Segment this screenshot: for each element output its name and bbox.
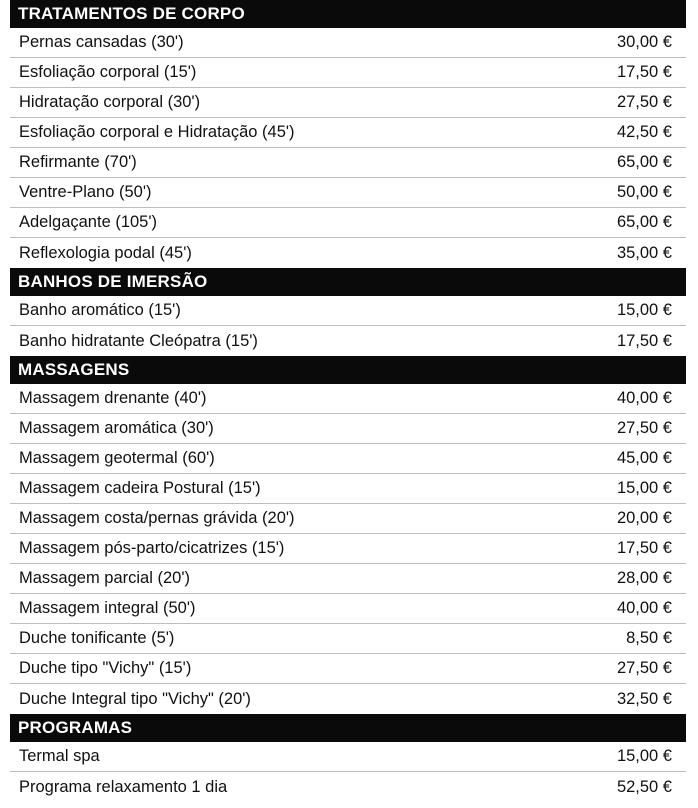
section-header: BANHOS DE IMERSÃO: [10, 268, 686, 296]
treatment-name: Massagem drenante (40'): [19, 389, 207, 407]
treatment-name: Duche tonificante (5'): [19, 629, 175, 647]
treatment-price: 8,50 €: [626, 629, 672, 647]
treatment-name: Massagem aromática (30'): [19, 419, 214, 437]
treatment-name: Termal spa: [19, 747, 100, 765]
treatment-name: Esfoliação corporal e Hidratação (45'): [19, 123, 295, 141]
treatment-name: Massagem pós-parto/cicatrizes (15'): [19, 539, 285, 557]
treatment-price: 15,00 €: [616, 747, 672, 765]
price-row: [10, 534, 686, 564]
price-row: [10, 326, 686, 356]
treatment-name: Duche Integral tipo "Vichy" (20'): [19, 689, 251, 708]
price-row: [10, 504, 686, 534]
treatment-price: 20,00 €: [616, 509, 672, 527]
treatment-price: 45,00 €: [616, 449, 672, 467]
treatment-name: Banho aromático (15'): [19, 301, 181, 319]
treatment-name: Programa relaxamento 1 dia: [19, 777, 228, 796]
treatment-name: Pernas cansadas (30'): [19, 33, 184, 51]
price-section: [10, 268, 686, 356]
treatment-name: Massagem geotermal (60'): [19, 449, 215, 467]
treatment-name: Refirmante (70'): [19, 153, 137, 171]
treatment-price: 50,00 €: [616, 183, 672, 201]
treatment-name: Reflexologia podal (45'): [19, 243, 192, 262]
price-row: [10, 474, 686, 504]
price-row: [10, 594, 686, 624]
price-row: [10, 178, 686, 208]
price-row: [10, 384, 686, 414]
price-row: [10, 296, 686, 326]
treatment-price: 35,00 €: [616, 243, 672, 262]
treatment-price: 28,00 €: [616, 569, 672, 587]
treatment-name: Esfoliação corporal (15'): [19, 63, 197, 81]
section-header: PROGRAMAS: [10, 714, 686, 742]
treatment-name: Adelgaçante (105'): [19, 213, 157, 231]
price-row: [10, 208, 686, 238]
treatment-price: 27,50 €: [616, 93, 672, 111]
section-header: MASSAGENS: [10, 356, 686, 384]
treatment-price: 52,50 €: [616, 777, 672, 796]
treatment-price: 15,00 €: [616, 479, 672, 497]
treatment-price: 32,50 €: [616, 689, 672, 708]
treatment-name: Massagem costa/pernas grávida (20'): [19, 509, 295, 527]
price-row: [10, 742, 686, 772]
treatment-name: Massagem integral (50'): [19, 599, 196, 617]
price-row: [10, 654, 686, 684]
price-section: [10, 356, 686, 714]
price-row: [10, 28, 686, 58]
price-row: [10, 414, 686, 444]
treatment-price: 65,00 €: [616, 213, 672, 231]
treatment-price: 15,00 €: [616, 301, 672, 319]
price-row: [10, 684, 686, 714]
treatment-price: 27,50 €: [616, 659, 672, 677]
price-row: [10, 444, 686, 474]
treatment-price: 17,50 €: [616, 539, 672, 557]
price-row: [10, 772, 686, 802]
price-section: [10, 0, 686, 268]
price-section: [10, 714, 686, 802]
price-row: [10, 58, 686, 88]
treatment-price: 30,00 €: [616, 33, 672, 51]
treatment-price: 65,00 €: [616, 153, 672, 171]
treatment-name: Banho hidratante Cleópatra (15'): [19, 331, 258, 350]
treatment-name: Massagem parcial (20'): [19, 569, 190, 587]
treatment-name: Duche tipo "Vichy" (15'): [19, 659, 192, 677]
section-header: TRATAMENTOS DE CORPO: [10, 0, 686, 28]
treatment-price: 17,50 €: [616, 331, 672, 350]
treatment-price: 17,50 €: [616, 63, 672, 81]
treatment-price: 40,00 €: [616, 389, 672, 407]
price-list: [10, 0, 686, 802]
price-row: [10, 238, 686, 268]
treatment-price: 40,00 €: [616, 599, 672, 617]
price-row: [10, 148, 686, 178]
price-row: [10, 88, 686, 118]
treatment-name: Massagem cadeira Postural (15'): [19, 479, 261, 497]
treatment-name: Ventre-Plano (50'): [19, 183, 152, 201]
treatment-name: Hidratação corporal (30'): [19, 93, 201, 111]
price-row: [10, 624, 686, 654]
price-row: [10, 118, 686, 148]
price-row: [10, 564, 686, 594]
treatment-price: 27,50 €: [616, 419, 672, 437]
treatment-price: 42,50 €: [616, 123, 672, 141]
